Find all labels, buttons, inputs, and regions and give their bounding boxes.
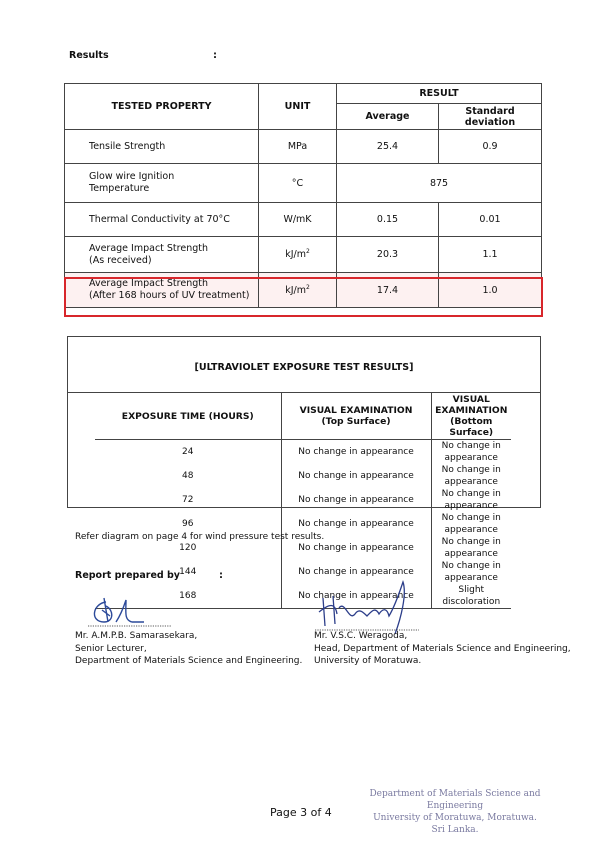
results-table	[64, 83, 542, 308]
table-row: 72 No change in appearance No change in appearance	[95, 488, 511, 512]
std-cell: 0.9	[439, 130, 542, 164]
right-dept: University of Moratuwa.	[314, 656, 422, 666]
header-tested-property: TESTED PROPERTY	[65, 84, 259, 130]
table-row	[65, 237, 542, 273]
header-exposure-time: EXPOSURE TIME (HOURS)	[95, 393, 281, 440]
right-signatory	[314, 630, 571, 668]
right-title: Head, Department of Materials Science and Engineering,	[314, 643, 571, 654]
property-cell: Glow wire Ignition Temperature	[65, 164, 259, 203]
merged-result-cell: 875	[337, 164, 542, 203]
average-cell: 17.4	[337, 273, 439, 308]
table-row: 120 No change in appearance No change in appearance	[95, 536, 511, 560]
table-row-highlighted	[65, 273, 542, 308]
header-unit: UNIT	[259, 84, 337, 130]
signature-left	[84, 592, 174, 630]
average-cell: 25.4	[337, 130, 439, 164]
wind-pressure-note: Refer diagram on page 4 for wind pressure test results.	[75, 532, 325, 542]
table-row: 168 No change in appearance Slight discoloration	[95, 584, 511, 609]
unit-cell: W/mK	[259, 203, 337, 237]
department-stamp: Department of Materials Science and Engineering University of Moratuwa, Moratuwa. Sri Lanka.	[369, 789, 541, 835]
average-cell: 20.3	[337, 237, 439, 273]
header-top-surface: VISUAL EXAMINATION (Top Surface)	[281, 393, 431, 440]
table-row	[65, 130, 542, 164]
results-colon: :	[213, 50, 217, 61]
header-average: Average	[337, 104, 439, 130]
report-colon: :	[219, 570, 223, 581]
property-cell: Average Impact Strength (After 168 hours of UV treatment)	[65, 273, 259, 308]
results-heading: Results	[69, 50, 109, 61]
page-number: Page 3 of 4	[270, 806, 332, 819]
left-title: Senior Lecturer,	[75, 643, 147, 654]
right-name: Mr. V.S.C. Weragoda,	[314, 631, 408, 641]
property-cell: Thermal Conductivity at 70°C	[65, 203, 259, 237]
table-row: 96 No change in appearance No change in appearance	[95, 512, 511, 536]
std-cell: 1.1	[439, 237, 542, 273]
header-std-dev: Standard deviation	[439, 104, 542, 130]
header-bottom-surface: VISUAL EXAMINATION (Bottom Surface)	[431, 393, 511, 440]
unit-cell: $kJ/m^2$	[259, 237, 337, 273]
table-row	[65, 164, 542, 203]
std-cell: 1.0	[439, 273, 542, 308]
uv-title: [ULTRAVIOLET EXPOSURE TEST RESULTS]	[194, 362, 414, 373]
unit-cell: °C	[259, 164, 337, 203]
average-cell: 0.15	[337, 203, 439, 237]
unit-cell: $kJ/m^2$	[259, 273, 337, 308]
table-row: 48 No change in appearance No change in appearance	[95, 464, 511, 488]
left-name: Mr. A.M.P.B. Samarasekara,	[75, 631, 198, 641]
property-cell: Average Impact Strength (As received)	[65, 237, 259, 273]
report-heading: Report prepared by	[75, 570, 180, 581]
std-cell: 0.01	[439, 203, 542, 237]
table-row	[65, 203, 542, 237]
table-row: 24 No change in appearance No change in appearance	[95, 440, 511, 465]
left-signatory	[75, 630, 302, 668]
header-result: RESULT	[337, 84, 542, 104]
left-dept: Department of Materials Science and Engineering.	[75, 656, 303, 666]
table-row: 144 No change in appearance No change in appearance	[95, 560, 511, 584]
unit-cell: MPa	[259, 130, 337, 164]
property-cell: Tensile Strength	[65, 130, 259, 164]
